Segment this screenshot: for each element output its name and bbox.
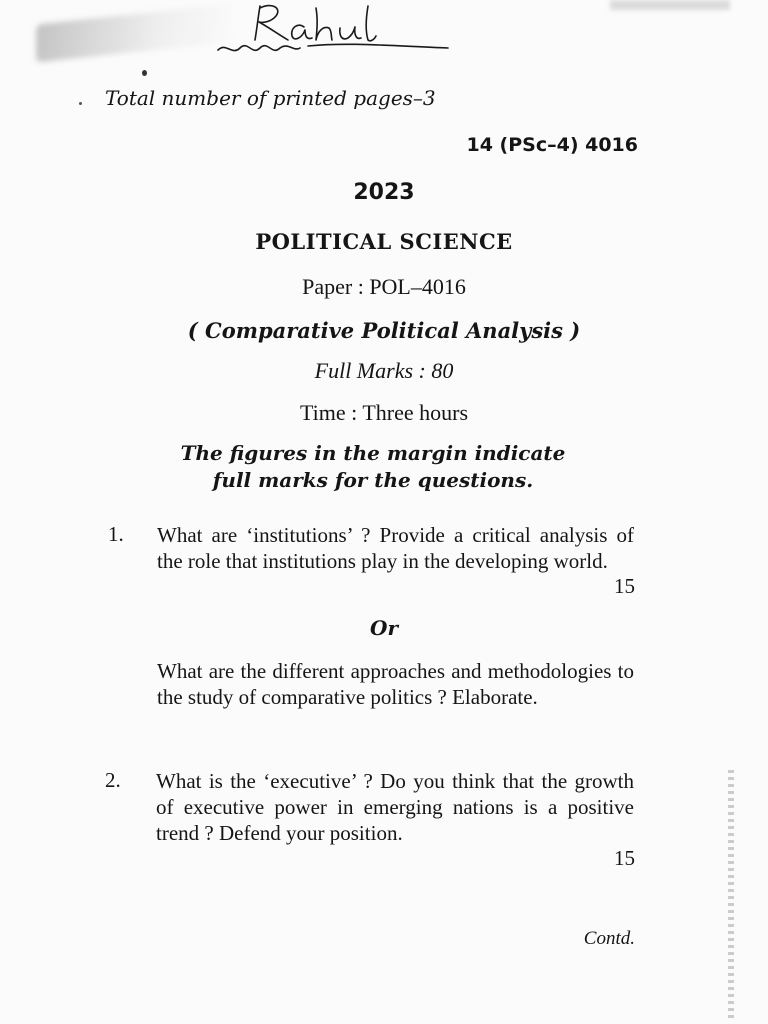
printed-pages-note: Total number of printed pages–3 [105,86,436,110]
paper-number: Paper : POL–4016 [302,274,466,299]
exam-year: 2023 [353,180,415,205]
ink-dot [142,70,147,76]
or-divider: Or [370,616,398,640]
question-text: What are the different approaches and methodologies to the study of comparative politics ? Elaborate. [157,659,634,709]
subject-title: POLITICAL SCIENCE [255,229,513,254]
handwritten-signature [208,0,458,60]
exam-time: Time : Three hours [299,400,469,425]
question-marks: 15 [614,846,635,870]
scan-smudge [610,0,730,10]
instruction-note: The figures in the margin indicate full marks for the questions. [180,441,566,492]
continued-label: Contd. [583,928,635,949]
question-number: 1. [108,522,124,546]
scan-edge [728,770,734,1020]
ink-dot [79,102,82,105]
question-text: What are ‘institutions’ ? Provide a critical analysis of the role that institutions play in the developing world. [157,523,634,573]
question-marks: 15 [614,574,635,598]
scan-smudge [36,3,236,62]
full-marks: Full Marks : 80 [314,358,454,383]
paper-code: 14 (PSc–4) 4016 [466,134,638,156]
question-number: 2. [105,768,121,792]
question-text: What is the ‘executive’ ? Do you think that the growth of executive power in emerging nations is a positive trend ? Defend your position. [156,769,634,845]
course-title: ( Comparative Political Analysis ) [187,318,581,343]
